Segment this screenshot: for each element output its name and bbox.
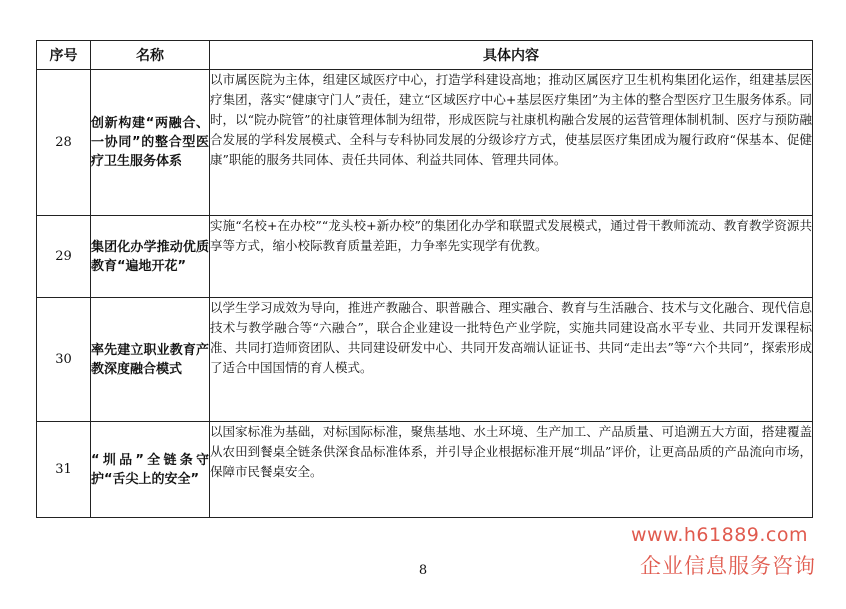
table-row: [37, 422, 813, 518]
page-number: 8: [418, 563, 428, 578]
table-row: [37, 216, 813, 298]
table-row: [37, 298, 813, 422]
header-num: 序号: [37, 41, 91, 70]
row-num: 31: [37, 422, 91, 518]
row-name: 创新构建“两融合、一协同”的整合型医疗卫生服务体系: [91, 70, 210, 216]
watermark-text: 企业信息服务咨询: [640, 554, 816, 578]
row-num: 29: [37, 216, 91, 298]
row-name: 率先建立职业教育产教深度融合模式: [91, 298, 210, 422]
row-name: 集团化办学推动优质教育“遍地开花”: [91, 216, 210, 298]
table-row: [37, 70, 813, 216]
row-content: 以市属医院为主体，组建区域医疗中心，打造学科建设高地；推动区属医疗卫生机构集团化运作，组建基层医疗集团，落实“健康守门人”责任，建立“区域医疗中心+基层医疗集团”为主体的整合型医疗卫生服务体系。同时，以“院办院管”的社康管理体制为纽带，形成医院与社康机构融合发展的运营管理体制机制、医疗与预防融合发展的学科发展模式、全科与专科协同发展的分级诊疗方式，使基层医疗集团成为履行政府“保基本、促健康”职能的服务共同体、责任共同体、利益共同体、管理共同体。: [210, 70, 813, 216]
header-content: 具体内容: [210, 41, 813, 70]
row-num: 30: [37, 298, 91, 422]
row-content: 以学生学习成效为导向，推进产教融合、职普融合、理实融合、教育与生活融合、技术与文化融合、现代信息技术与教学融合等“六融合”，联合企业建设一批特色产业学院，实施共同建设高水平专业、共同开发课程标准、共同打造师资团队、共同建设研发中心、共同开发高端认证证书、共同“走出去”等“六个共同”，探索形成了适合中国国情的育人模式。: [210, 298, 813, 422]
table-header-row: [37, 41, 813, 70]
header-name: 名称: [91, 41, 210, 70]
watermark-url: www.h61889.com: [630, 524, 808, 546]
row-content: 实施“名校+在办校”“龙头校+新办校”的集团化办学和联盟式发展模式，通过骨干教师流动、教育教学资源共享等方式，缩小校际教育质量差距，力争率先实现学有优教。: [210, 216, 813, 298]
row-name: “圳品”全链条守护“舌尖上的安全”: [91, 422, 210, 518]
row-content: 以国家标准为基础，对标国际标准，聚焦基地、水土环境、生产加工、产品质量、可追溯五大方面，搭建覆盖从农田到餐桌全链条供深食品标准体系，并引导企业根据标准开展“圳品”评价，让更高品质的产品流向市场，保障市民餐桌安全。: [210, 422, 813, 518]
row-num: 28: [37, 70, 91, 216]
policy-table: [36, 40, 813, 518]
